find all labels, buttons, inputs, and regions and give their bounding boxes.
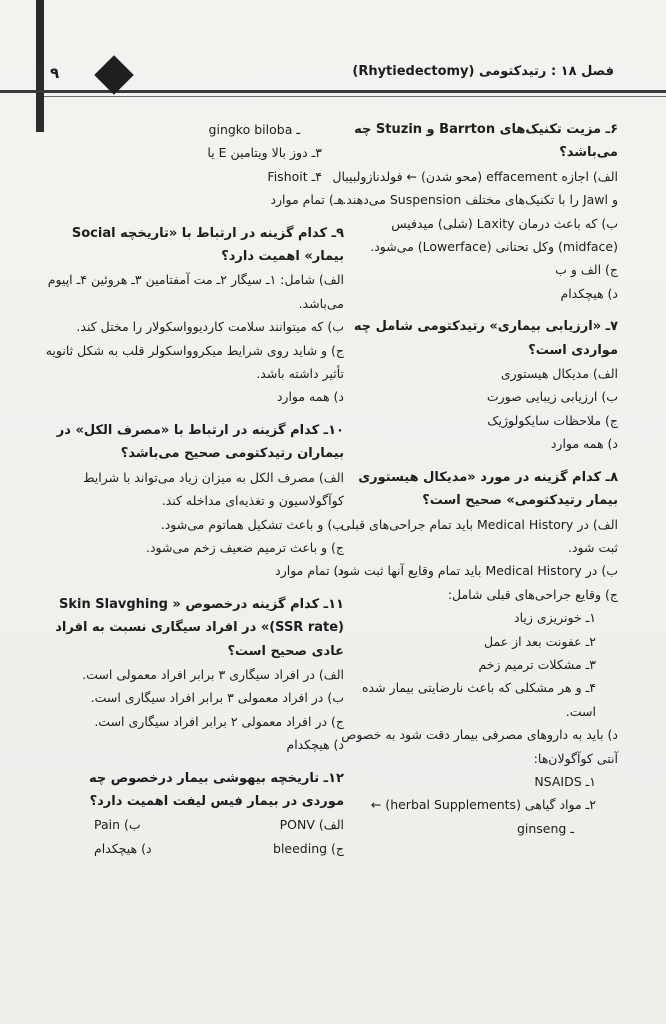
answer-option: ب) ارزیابی زیبایی صورت [486, 389, 618, 405]
sub-item: ۱ـ خونریزی زیاد [514, 610, 596, 626]
answer-option: ب) در افراد معمولی ۳ برابر افراد سیگاری است. [90, 690, 344, 706]
question-title: ۶ـ مزیت تکنیک‌های Barrton و Stuzin چه می‌باشد؟ [354, 122, 618, 161]
sub-item: ـ gingko biloba [208, 122, 300, 137]
answer-option: الف) PONV [279, 817, 344, 833]
question-title: ۸ـ کدام گزینه در مورد «مدیکال هیستوری بیمار رتیدکتومی» صحیح است؟ [358, 469, 618, 509]
answer-option: ج) در افراد معمولی ۲ برابر افراد سیگاری است. [94, 713, 344, 729]
sub-item: ۲ـ مواد گیاهی (herbal Supplements) ← [370, 797, 596, 813]
right-column [328, 118, 618, 840]
question-title: ۱۱ـ کدام گزینه درخصوص « Skin Slavghing (SSR rate)» در افراد سیگاری نسبت به افراد عادی صحیح است؟ [55, 596, 344, 659]
answer-option: د) تمام موارد [275, 563, 344, 579]
sub-item: ۱ـ NSAIDS [534, 773, 596, 789]
answer-option: ج) الف و ب [555, 262, 618, 278]
question-title: ۷ـ «ارزیابی بیماری» رتیدکتومی شامل چه مواردی است؟ [353, 319, 618, 358]
answer-option: الف) شامل: ۱ـ سیگار ۲ـ مت آمفتامین ۳ـ هروئین ۴ـ اپیوم می‌باشد. [47, 272, 344, 311]
answer-option: د) هیچکدام [286, 737, 344, 753]
answer-option: الف) اجازه effacement (محو شدن) ← فولدنازولبیبال و Jawl را با تکنیک‌های مختلف Suspension می‌دهند. [332, 168, 618, 208]
header-rule-thin [44, 96, 666, 97]
answer-option: ج) و شاید روی شرایط میکروواسکولر قلب به شکل ثانویه تأثیر داشته باشد. [45, 342, 344, 382]
sub-item: ۳ـ مشکلات ترمیم زخم [478, 656, 596, 672]
answer-option: د) باید به داروهای مصرفی بیمار دقت شود به خصوص آنتی کوآگولان‌ها: [341, 727, 618, 766]
page-edge-bar [36, 0, 44, 132]
answer-option: الف) مصرف الکل به میزان زیاد می‌تواند با شرایط کوآگولاسیون و تغذیه‌ای مداخله کند. [82, 469, 344, 509]
answer-option: ب) Pain [94, 817, 141, 833]
answer-option: ب) که باعث درمان Laxity (شلی) میدفیس (midface) وکل تحتانی (Lowerface) می‌شود. [370, 215, 618, 255]
answer-option: الف) در افراد سیگاری ۳ برابر افراد معمولی است. [82, 666, 344, 682]
question-title: ۱۲ـ تاریخچه بیهوشی بیمار درخصوص چه موردی در بیمار فیس لیفت اهمیت دارد؟ [88, 770, 344, 809]
question-title: ۹ـ کدام گزینه در ارتباط با «تاریخچه Social بیمار» اهمیت دارد؟ [71, 225, 344, 265]
answer-option: ب) و باعث تشکیل هماتوم می‌شود. [160, 516, 344, 532]
answer-option-row [94, 813, 344, 836]
page-number: ۹ [50, 64, 60, 82]
header-rule [0, 90, 666, 93]
left-column [44, 118, 344, 860]
answer-option: د) همه موارد [276, 389, 344, 405]
answer-option: ج) و باعث ترمیم ضعیف زخم می‌شود. [145, 539, 344, 555]
question-title: ۱۰ـ کدام گزینه در ارتباط با «مصرف الکل» در بیماران رتیدکتومی صحیح می‌باشد؟ [56, 422, 344, 462]
sub-item: ۴ـ Fishoit [267, 168, 322, 184]
answer-option: الف) مدیکال هیستوری [500, 366, 618, 382]
sub-item: ـ ginseng [516, 820, 574, 836]
answer-option: ج) bleeding [273, 840, 344, 856]
answer-option: الف) در Medical History باید تمام جراحی‌های قبلی ثبت شود. [340, 516, 618, 555]
sub-item: ۴ـ و هر مشکلی که باعث نارضایتی بیمار شده است. [362, 680, 596, 719]
answer-option: د) هیچکدام [94, 840, 152, 856]
answer-option: د) هیچکدام [560, 285, 618, 301]
answer-option: ب) در Medical History باید تمام وقایع آنها ثبت شود. [333, 563, 618, 579]
answer-option: د) همه موارد [550, 436, 618, 452]
answer-option: ج) وقایع جراحی‌های قبلی شامل: [447, 586, 618, 602]
chapter-title: فصل ۱۸ : رتیدکتومی (Rhytiedectomy) [352, 64, 614, 79]
sub-item: ۳ـ دوز بالا ویتامین E یا [207, 145, 322, 161]
answer-option: ج) ملاحظات سایکولوژیک [487, 412, 618, 428]
answer-option: ب) که میتوانند سلامت کاردیوواسکولار را مختل کند. [76, 319, 344, 335]
sub-item: ۲ـ عفونت بعد از عمل [484, 633, 596, 649]
answer-option: هـ) تمام موارد [270, 192, 344, 208]
answer-option-row [94, 837, 344, 860]
